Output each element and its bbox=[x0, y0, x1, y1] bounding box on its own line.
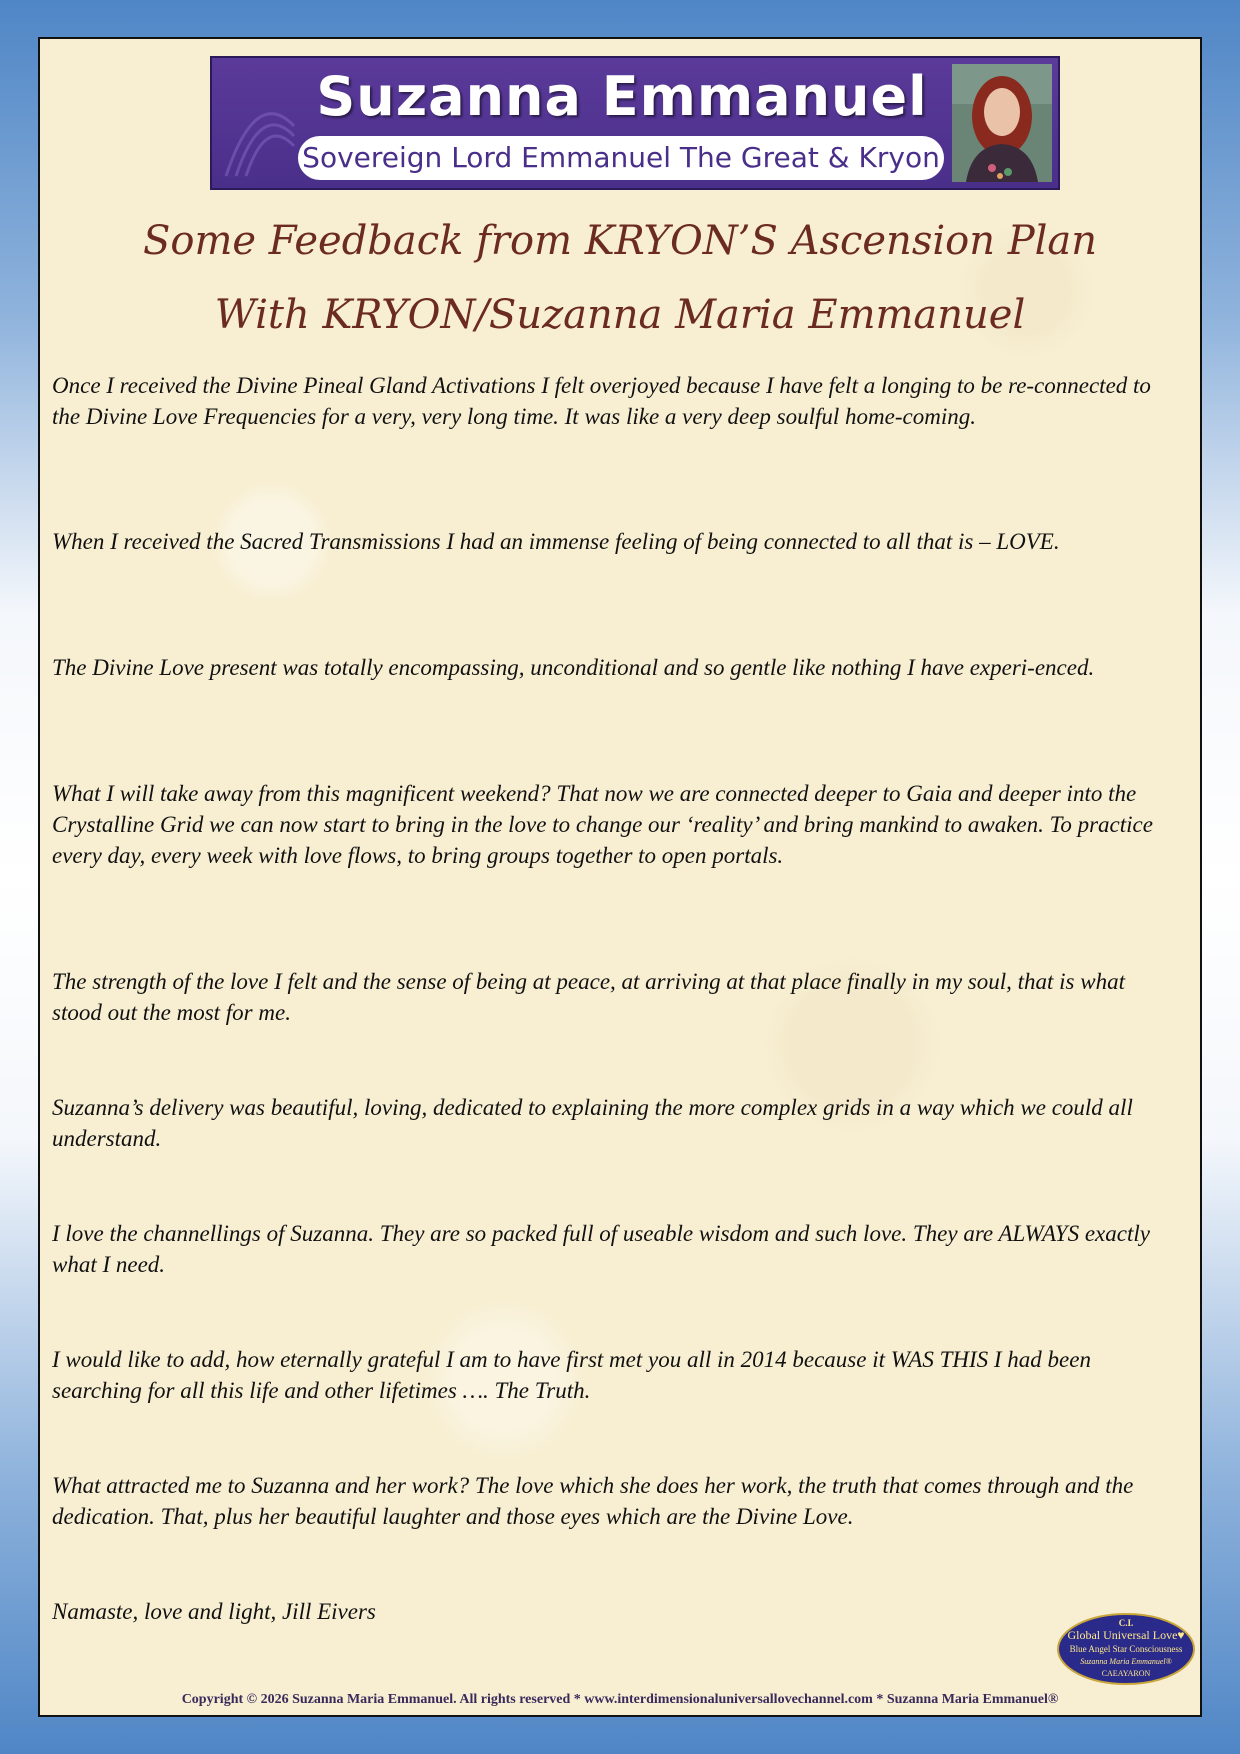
testimonial-paragraph: I love the channellings of Suzanna. They are so packed full of useable wisdom and such love. They are ALWAYS exactly what I need. bbox=[52, 1221, 1150, 1277]
seal-logo-icon bbox=[1056, 1612, 1196, 1686]
portrait-image bbox=[952, 64, 1052, 182]
testimonial-paragraph: What I will take away from this magnificent weekend? That now we are connected deeper to Gaia and deeper into the Crystalline Grid we can now start to bring in the love to change our ‘reality’ and bring mankind to awaken. To practice every day, every week with love flows, to bring groups together to open portals. bbox=[52, 781, 1153, 868]
page-subtitle: With KRYON/Suzanna Maria Emmanuel bbox=[214, 292, 1026, 338]
author-photo bbox=[952, 64, 1052, 182]
banner-subtitle: Sovereign Lord Emmanuel The Great & Kryon bbox=[298, 136, 944, 180]
swirl-logo-icon bbox=[216, 66, 296, 186]
page-frame bbox=[38, 37, 1202, 1717]
seal-line-4: Suzanna Maria Emmanuel® bbox=[1080, 1657, 1172, 1666]
testimonial-paragraph: When I received the Sacred Transmissions I had an immense feeling of being connected to all that is – LOVE. bbox=[52, 529, 1060, 554]
page-title: Some Feedback from KRYON’S Ascension Plan bbox=[142, 218, 1098, 264]
banner-title: Suzanna Emmanuel bbox=[316, 65, 928, 128]
copyright-footer: Copyright © 2026 Suzanna Maria Emmanuel. All rights reserved * www.interdimensionaluniversallovechannel.com * Suzanna Maria Emmanuel® bbox=[181, 1692, 1059, 1707]
seal-line-2: Global Universal Love♥ bbox=[1067, 1628, 1185, 1642]
testimonial-signature: Namaste, love and light, Jill Eivers bbox=[52, 1599, 376, 1624]
testimonial-paragraph: The Divine Love present was totally encompassing, unconditional and so gentle like nothing I have experi-enced. bbox=[52, 655, 1095, 680]
testimonial-paragraph: What attracted me to Suzanna and her work? The love which she does her work, the truth that comes through and the dedication. That, plus her beautiful laughter and those eyes which are the Divine Love. bbox=[52, 1473, 1134, 1529]
seal-line-1: C.I. bbox=[1118, 1618, 1134, 1628]
testimonial-paragraph: Suzanna’s delivery was beautiful, loving, dedicated to explaining the more complex grids in a way which we could all understand. bbox=[52, 1095, 1133, 1151]
testimonial-paragraph: Once I received the Divine Pineal Gland Activations I felt overjoyed because I have felt a longing to be re-connected to the Divine Love Frequencies for a very, very long time. It was like a very deep soulful home-coming. bbox=[52, 373, 1151, 429]
testimonial-paragraph: The strength of the love I felt and the sense of being at peace, at arriving at that place finally in my soul, that is what stood out the most for me. bbox=[52, 969, 1125, 1025]
seal-line-3: Blue Angel Star Consciousness bbox=[1069, 1644, 1183, 1654]
header-banner bbox=[210, 56, 1060, 190]
seal-line-5: CAEAYARON bbox=[1101, 1669, 1151, 1678]
testimonial-paragraph: I would like to add, how eternally grateful I am to have first met you all in 2014 because it WAS THIS I had been searching for all this life and other lifetimes …. The Truth. bbox=[52, 1347, 1091, 1403]
